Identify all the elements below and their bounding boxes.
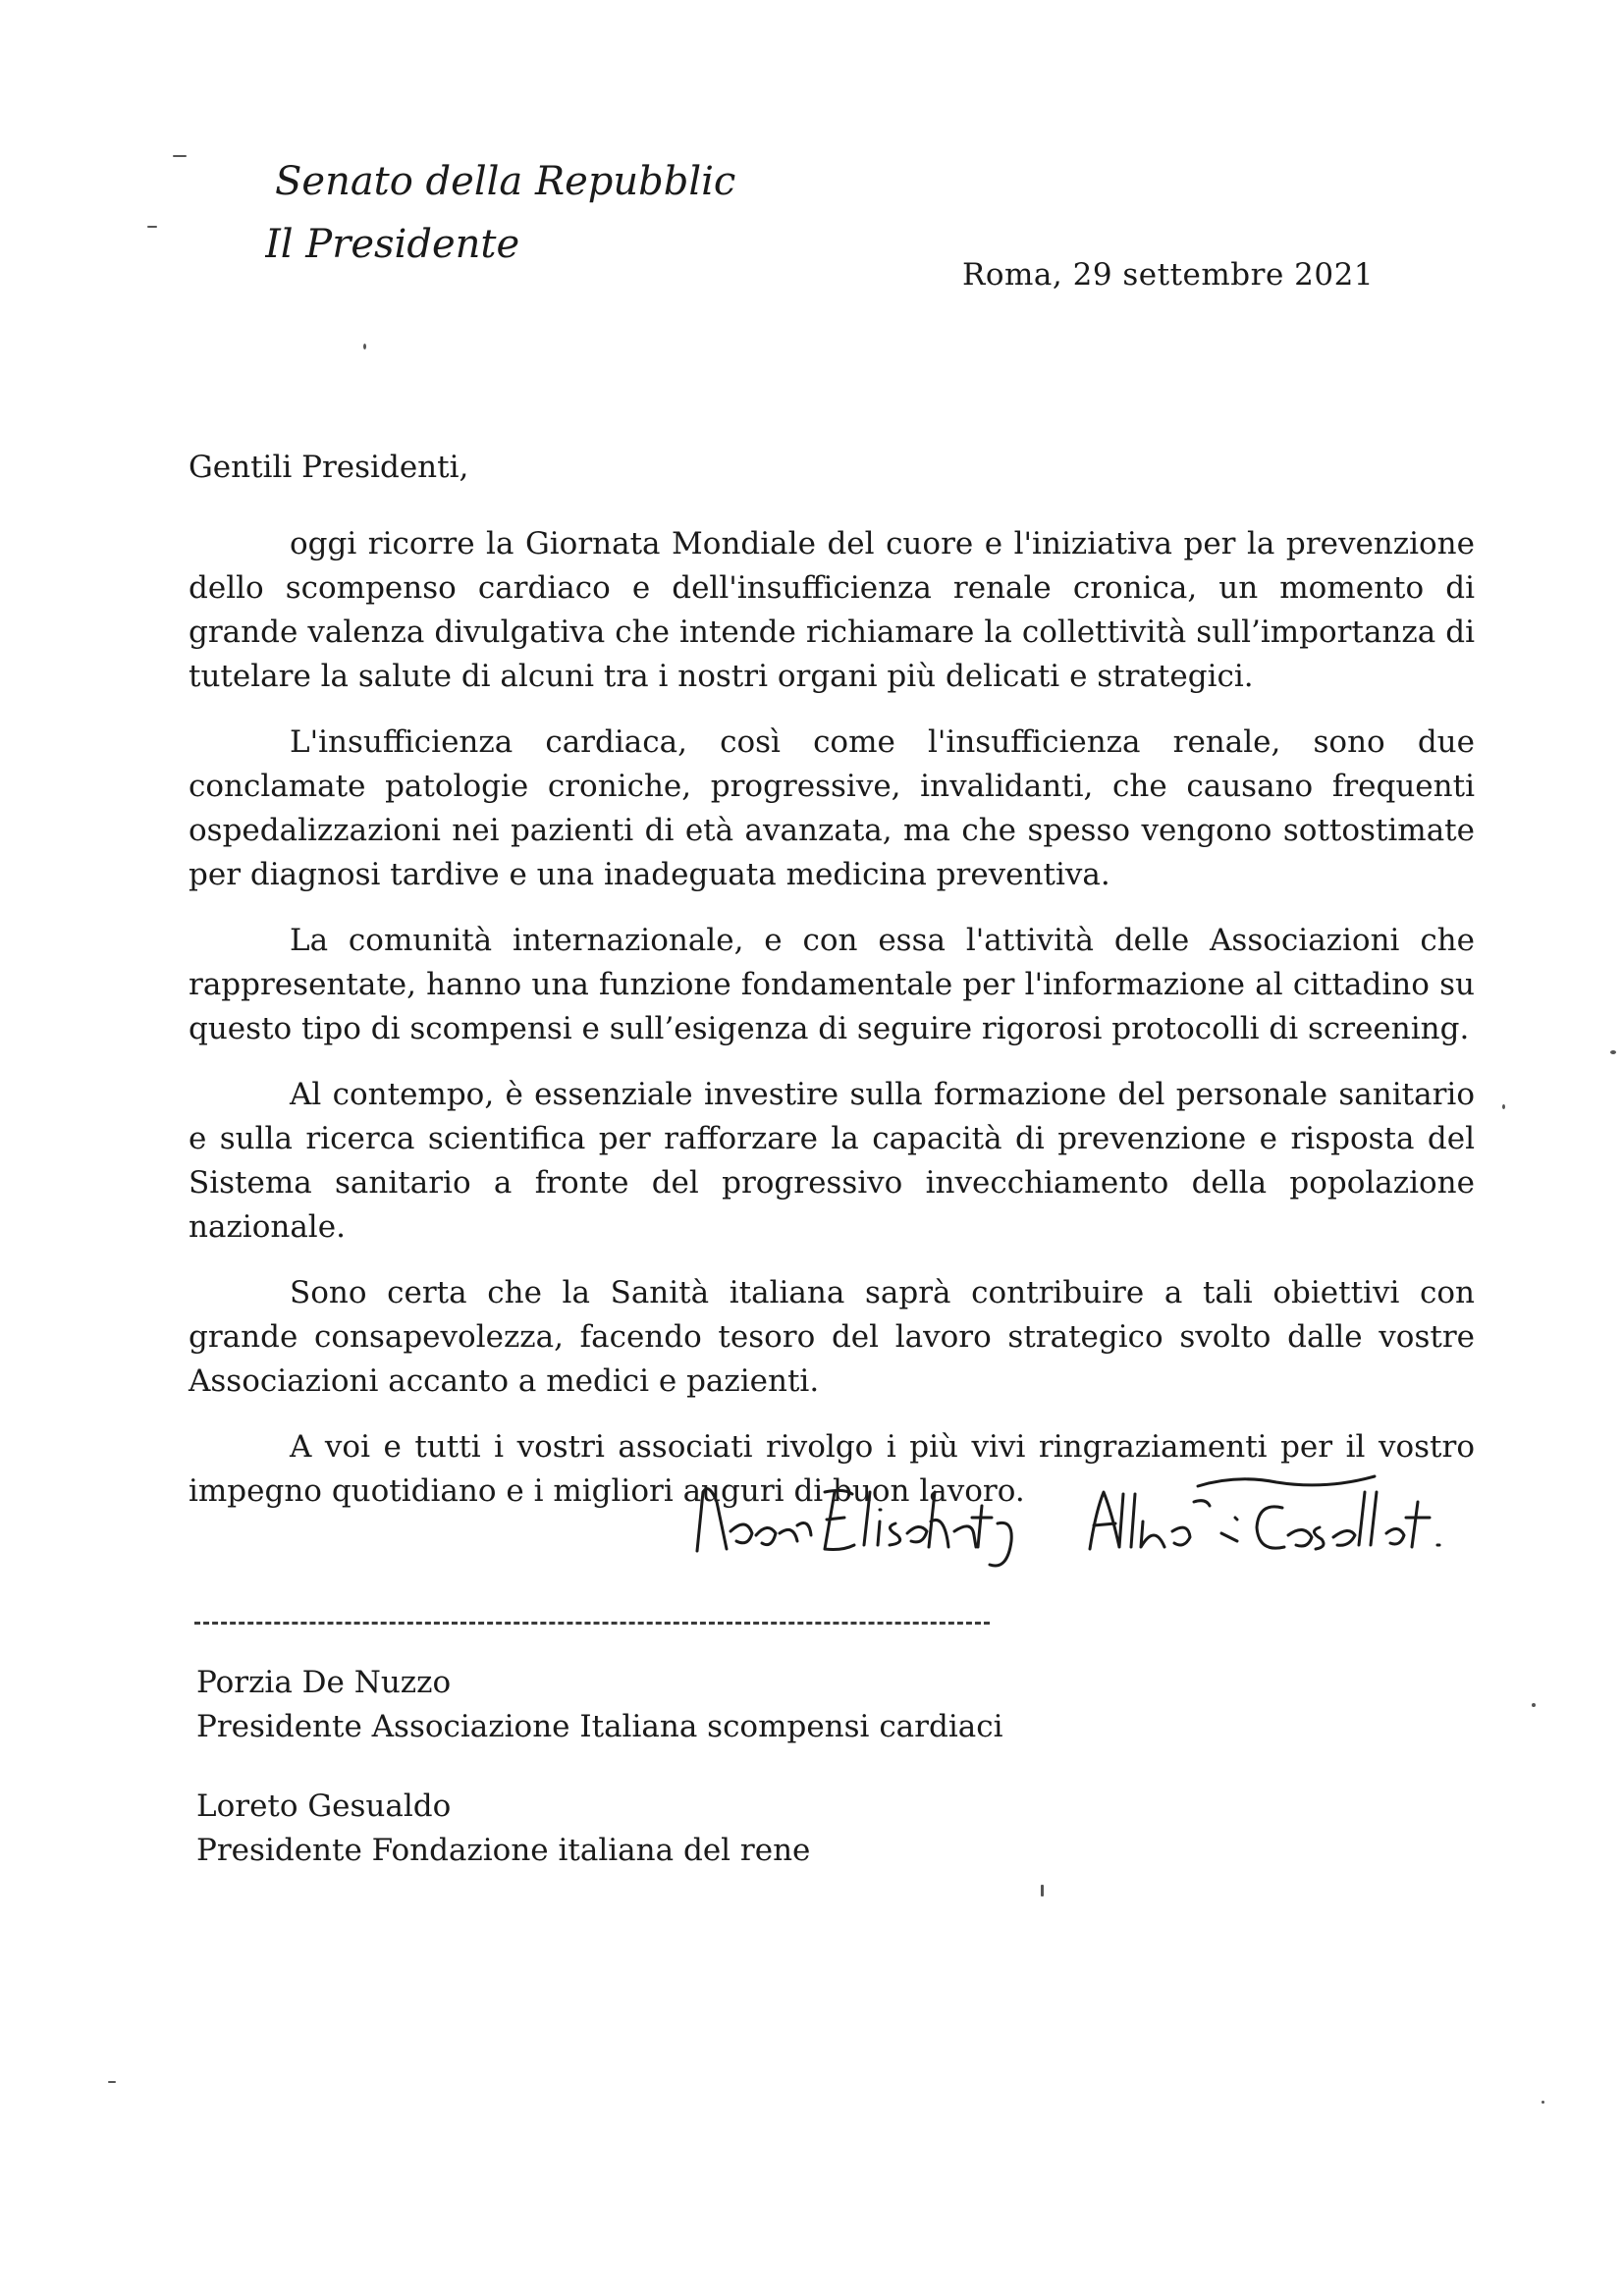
scan-speck [173, 155, 187, 157]
letterhead-logo [265, 147, 736, 275]
letter-body [189, 522, 1475, 1535]
recipient-name: Porzia De Nuzzo [196, 1665, 452, 1700]
scan-speck [1610, 1050, 1616, 1054]
scan-speck [108, 2081, 116, 2083]
letterhead-senato: Senato della Repubblica [275, 159, 736, 204]
scan-speck [1041, 1885, 1044, 1896]
paragraph: La comunità internazionale, e con essa l'attività delle Associazioni che rappresentate, hanno una funzione fondamentale per l'informazione al cittadino su questo tipo di scompensi e sull’esigenza di seguire rigorosi protocolli di screening. [189, 923, 1475, 1046]
paragraph: Al contempo, è essenziale investire sulla formazione del personale sanitario e sulla ricerca scientifica per rafforzare la capacità di prevenzione e risposta del Sistema sanitario a fronte del progressivo invecchiamento della popolazione nazionale. [189, 1077, 1475, 1245]
recipient-block [196, 1661, 1003, 1749]
recipient-role: Presidente Associazione Italiana scompensi cardiaci [196, 1709, 1003, 1744]
letter-date: Roma, 29 settembre 2021 [962, 257, 1375, 293]
paragraph: A voi e tutti i vostri associati rivolgo i più vivi ringraziamenti per il vostro impegno quotidiano e i migliori auguri di buon lavoro. [189, 1429, 1475, 1509]
salutation: Gentili Presidenti, [189, 450, 469, 485]
recipient-name: Loreto Gesualdo [196, 1789, 452, 1824]
recipient-role: Presidente Fondazione italiana del rene [196, 1833, 811, 1868]
scan-speck [1532, 1703, 1536, 1707]
signature-line [194, 1622, 990, 1644]
scan-speck [1502, 1104, 1505, 1109]
paragraph: L'insufficienza cardiaca, così come l'insufficienza renale, sono due conclamate patologie croniche, progressive, invalidanti, che causano frequenti ospedalizzazioni nei pazienti di età avanzata, ma che spesso vengono sottostimate per diagnosi tardive e una inadeguata medicina preventiva. [189, 724, 1475, 892]
paragraph: oggi ricorre la Giornata Mondiale del cuore e l'iniziativa per la prevenzione dello scompenso cardiaco e dell'insufficienza renale cronica, un momento di grande valenza divulgativa che intende richiamare la collettività sull’importanza di tutelare la salute di alcuni tra i nostri organi più delicati e strategici. [189, 526, 1475, 694]
scan-speck [363, 344, 366, 349]
recipient-block [196, 1785, 810, 1873]
scan-speck [1542, 2101, 1544, 2104]
letterhead-presidente: Il Presidente [265, 222, 520, 267]
paragraph: Sono certa che la Sanità italiana saprà contribuire a tali obiettivi con grande consapevolezza, facendo tesoro del lavoro strategico svolto dalle vostre Associazioni accanto a medici e pazienti. [189, 1275, 1475, 1399]
scan-speck [147, 226, 157, 228]
handwritten-signature [687, 1463, 1453, 1571]
